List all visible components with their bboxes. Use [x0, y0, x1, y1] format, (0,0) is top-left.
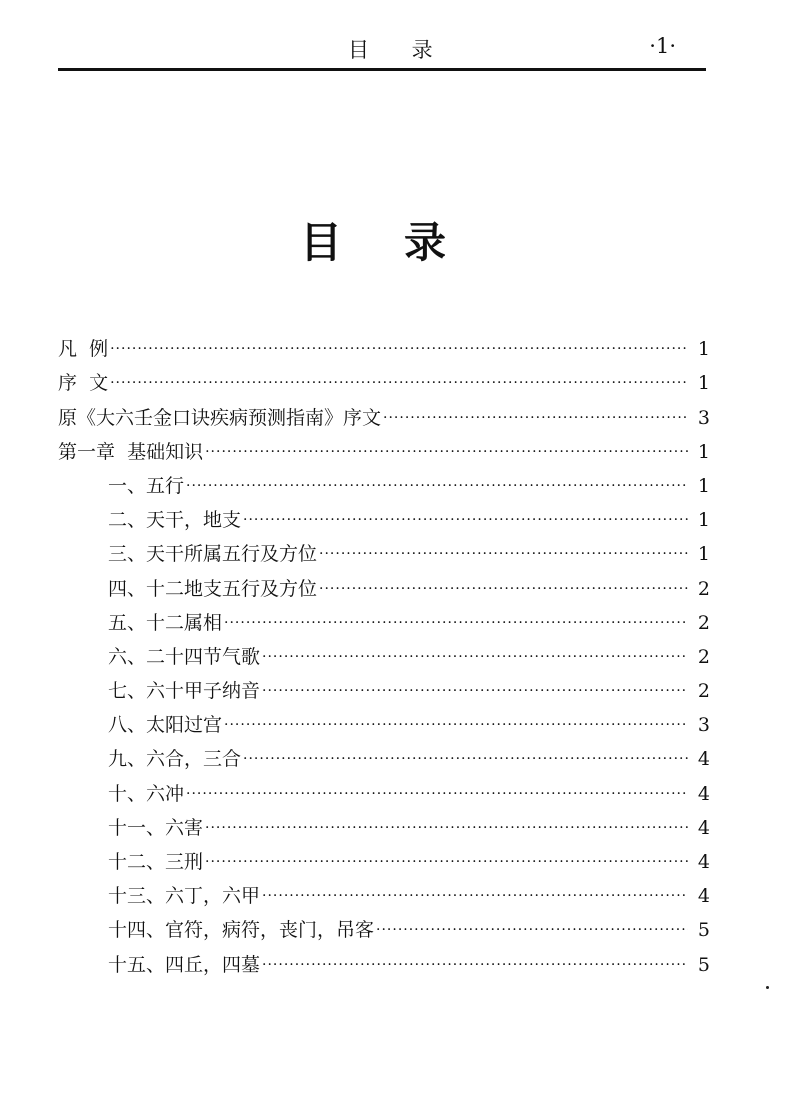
table-of-contents	[58, 326, 710, 976]
toc-dot-leader	[205, 817, 688, 839]
toc-entry-page: 1	[697, 509, 710, 532]
toc-entry[interactable]	[58, 600, 710, 634]
toc-dot-leader	[262, 646, 688, 668]
toc-entry[interactable]	[58, 805, 710, 839]
toc-entry[interactable]	[58, 326, 710, 360]
toc-entry-label: 八、太阳过宫	[108, 714, 223, 737]
toc-dot-leader	[262, 885, 688, 907]
toc-entry-page: 5	[697, 919, 710, 942]
toc-dot-leader	[205, 441, 688, 463]
toc-dot-leader	[383, 407, 688, 429]
toc-entry[interactable]	[58, 736, 710, 770]
toc-entry-label: 凡 例	[58, 338, 109, 361]
running-title: 目 录	[348, 38, 451, 62]
toc-entry-page: 1	[697, 543, 710, 566]
toc-dot-leader	[224, 612, 688, 634]
toc-dot-leader	[319, 543, 688, 565]
page-title: 目录	[300, 218, 509, 267]
toc-entry[interactable]	[58, 531, 710, 565]
toc-dot-leader	[262, 680, 688, 702]
toc-entry-label: 十二、三刑	[108, 851, 204, 873]
toc-entry-label: 十四、官符，病符，丧门，吊客	[108, 919, 375, 942]
toc-dot-leader	[243, 509, 688, 531]
toc-entry-label: 四、十二地支五行及方位	[108, 577, 318, 600]
toc-entry[interactable]	[58, 907, 710, 941]
toc-entry-page: 1	[697, 474, 710, 497]
toc-entry[interactable]	[58, 873, 710, 907]
toc-entry-label: 十一、六害	[108, 816, 204, 839]
page-number: ·1·	[649, 34, 676, 58]
toc-entry[interactable]	[58, 668, 710, 702]
running-header	[58, 28, 706, 68]
toc-entry-label: 七、六十甲子纳音	[108, 680, 261, 703]
toc-dot-leader	[319, 578, 688, 600]
toc-entry-label: 二、天干，地支	[108, 509, 242, 532]
toc-entry-page: 2	[697, 680, 710, 703]
toc-entry-label: 九、六合，三合	[108, 748, 242, 771]
toc-entry-label: 三、天干所属五行及方位	[108, 543, 318, 566]
toc-dot-leader	[224, 714, 688, 736]
toc-entry[interactable]	[58, 394, 710, 428]
toc-entry[interactable]	[58, 839, 710, 873]
toc-dot-leader	[186, 783, 688, 805]
toc-entry[interactable]	[58, 429, 710, 463]
toc-entry-page: 2	[697, 577, 710, 600]
toc-entry[interactable]	[58, 360, 710, 394]
toc-dot-leader	[186, 475, 688, 497]
toc-entry-page: 5	[697, 953, 710, 976]
toc-entry-page: 1	[697, 440, 710, 463]
toc-entry[interactable]	[58, 463, 710, 497]
toc-entry-page: 3	[697, 714, 710, 737]
toc-dot-leader	[110, 338, 688, 360]
toc-entry-label: 十、六冲	[108, 782, 185, 805]
toc-entry-page: 1	[697, 372, 710, 395]
toc-entry[interactable]	[58, 702, 710, 736]
toc-entry-page: 2	[697, 611, 710, 634]
toc-entry[interactable]	[58, 497, 710, 531]
header-rule	[58, 68, 706, 71]
toc-entry-label: 五、十二属相	[108, 611, 223, 634]
toc-entry-label: 六、二十四节气歌	[108, 645, 261, 668]
toc-entry-page: 3	[697, 406, 710, 429]
toc-entry-page: 2	[697, 645, 710, 668]
toc-entry-label: 序 文	[58, 372, 109, 395]
toc-entry-page: 4	[697, 748, 710, 771]
toc-entry-page: 4	[697, 816, 710, 839]
toc-dot-leader	[205, 851, 688, 873]
toc-dot-leader	[243, 748, 688, 770]
toc-entry[interactable]	[58, 634, 710, 668]
toc-entry[interactable]	[58, 565, 710, 599]
toc-entry-label: 十五、四丘，四墓	[108, 953, 261, 976]
toc-dot-leader	[110, 372, 688, 394]
toc-entry-page: 1	[697, 338, 710, 361]
toc-dot-leader	[376, 919, 688, 941]
toc-entry-label: 第一章 基础知识	[58, 440, 204, 463]
toc-entry-label: 十三、六丁，六甲	[108, 885, 261, 908]
margin-speck	[766, 986, 769, 989]
toc-entry-page: 4	[697, 885, 710, 908]
toc-entry-page: 4	[697, 782, 710, 805]
toc-entry-page: 4	[697, 851, 710, 873]
toc-entry[interactable]	[58, 941, 710, 975]
toc-entry[interactable]	[58, 770, 710, 804]
toc-entry-label: 原《大六壬金口诀疾病预测指南》序文	[58, 406, 382, 429]
toc-entry-label: 一、五行	[108, 474, 185, 497]
toc-dot-leader	[262, 954, 688, 976]
